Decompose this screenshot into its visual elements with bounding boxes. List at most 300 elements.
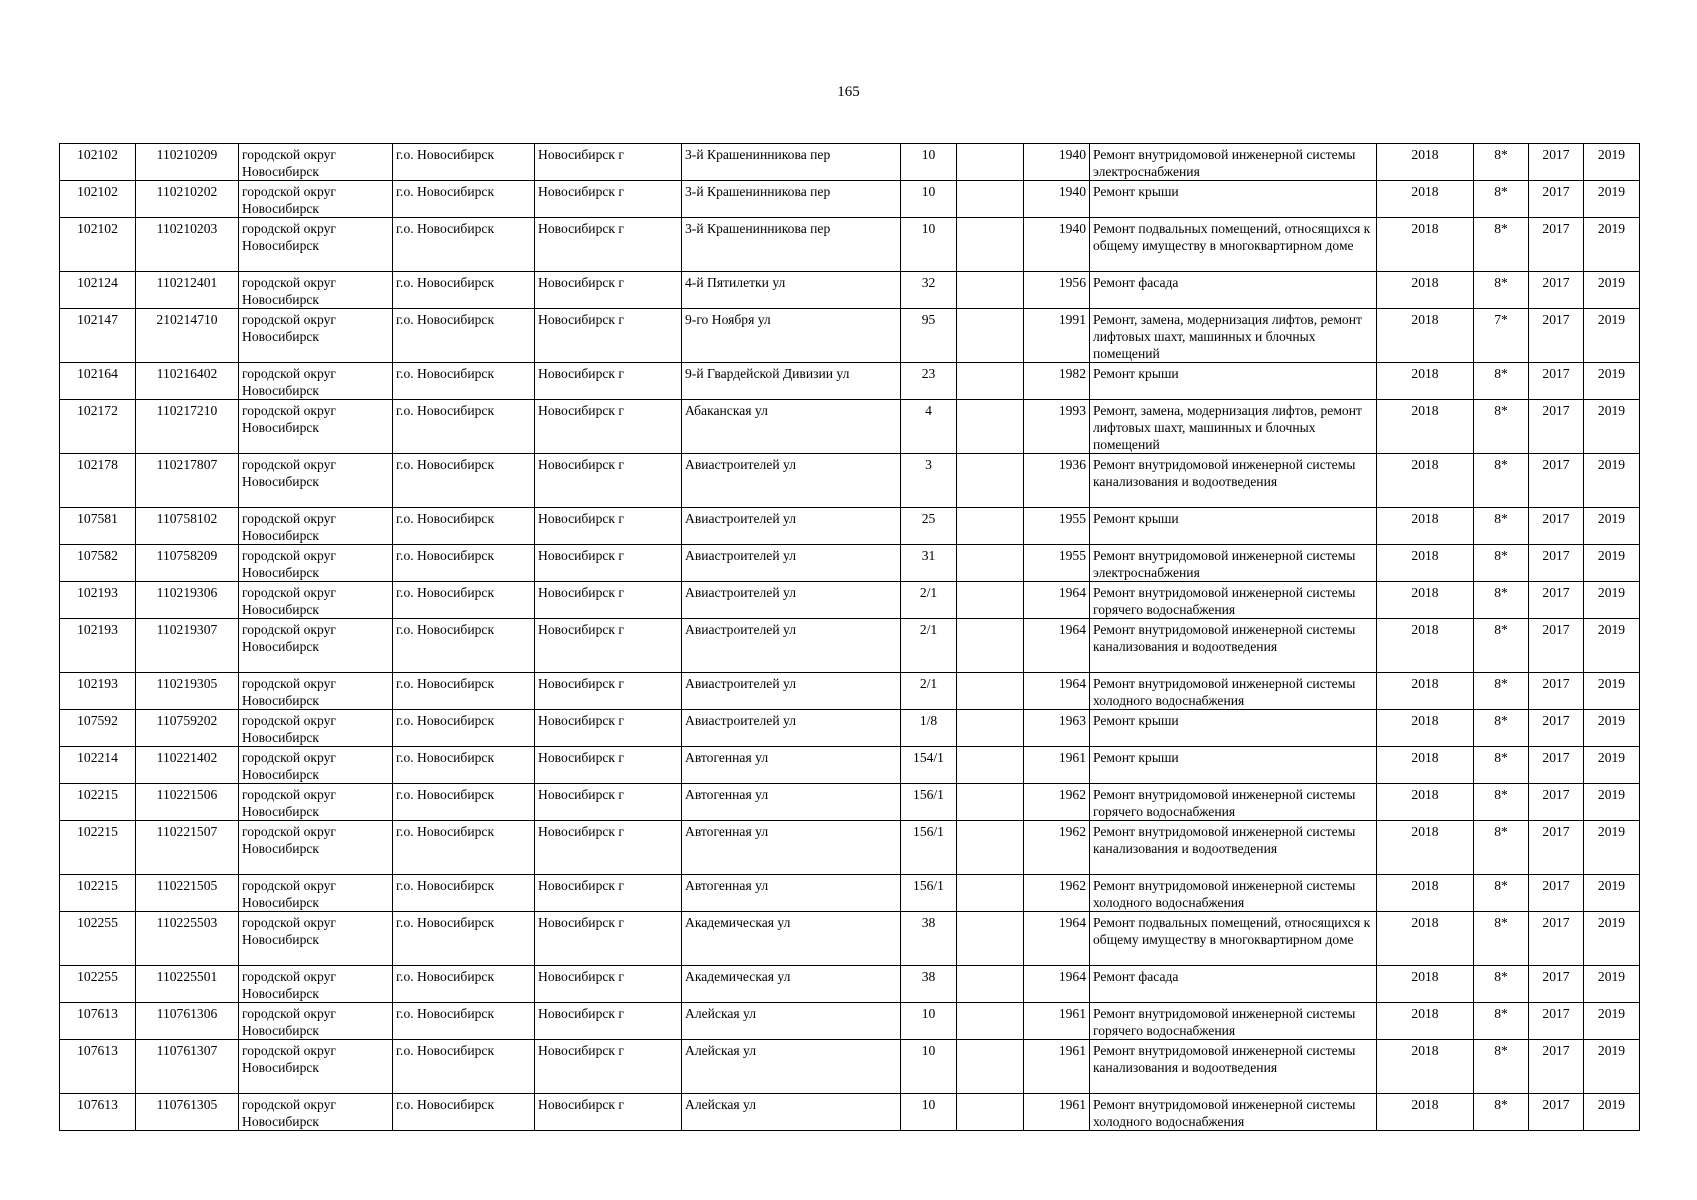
cell-locality: Новосибирск г xyxy=(535,272,682,309)
cell-term: 8* xyxy=(1474,875,1529,912)
cell-house: 25 xyxy=(901,508,957,545)
cell-district: г.о. Новосибирск xyxy=(393,875,535,912)
cell-district: г.о. Новосибирск xyxy=(393,1094,535,1131)
cell-work: Ремонт подвальных помещений, относящихся к общему имуществу в многоквартирном доме xyxy=(1090,912,1377,966)
table-row xyxy=(60,144,1640,181)
cell-id: 107592 xyxy=(60,710,136,747)
cell-house: 4 xyxy=(901,400,957,454)
cell-municipality: городской округ Новосибирск xyxy=(239,966,393,1003)
cell-year-to: 2019 xyxy=(1584,673,1640,710)
cell-year-built: 1955 xyxy=(1024,508,1090,545)
cell-code: 110212401 xyxy=(136,272,239,309)
cell-year-to: 2019 xyxy=(1584,508,1640,545)
table-row xyxy=(60,454,1640,508)
cell-building xyxy=(957,454,1024,508)
cell-municipality: городской округ Новосибирск xyxy=(239,309,393,363)
cell-id: 102215 xyxy=(60,875,136,912)
cell-municipality: городской округ Новосибирск xyxy=(239,673,393,710)
cell-term: 8* xyxy=(1474,912,1529,966)
cell-code: 110221505 xyxy=(136,875,239,912)
cell-house: 10 xyxy=(901,1003,957,1040)
cell-work: Ремонт крыши xyxy=(1090,508,1377,545)
cell-id: 102215 xyxy=(60,784,136,821)
cell-building xyxy=(957,582,1024,619)
cell-plan-year: 2018 xyxy=(1377,1094,1474,1131)
cell-year-to: 2019 xyxy=(1584,454,1640,508)
cell-house: 38 xyxy=(901,966,957,1003)
cell-building xyxy=(957,1040,1024,1094)
cell-year-to: 2019 xyxy=(1584,218,1640,272)
cell-year-from: 2017 xyxy=(1529,673,1584,710)
table-row xyxy=(60,508,1640,545)
cell-house: 32 xyxy=(901,272,957,309)
cell-year-to: 2019 xyxy=(1584,619,1640,673)
cell-street: Автогенная ул xyxy=(682,784,901,821)
cell-year-to: 2019 xyxy=(1584,1003,1640,1040)
cell-year-to: 2019 xyxy=(1584,363,1640,400)
cell-municipality: городской округ Новосибирск xyxy=(239,218,393,272)
register-rows xyxy=(60,144,1640,1131)
cell-municipality: городской округ Новосибирск xyxy=(239,710,393,747)
cell-term: 8* xyxy=(1474,1040,1529,1094)
cell-code: 110761306 xyxy=(136,1003,239,1040)
cell-work: Ремонт подвальных помещений, относящихся к общему имуществу в многоквартирном доме xyxy=(1090,218,1377,272)
cell-house: 10 xyxy=(901,218,957,272)
table-row xyxy=(60,582,1640,619)
cell-term: 7* xyxy=(1474,309,1529,363)
cell-street: Авиастроителей ул xyxy=(682,619,901,673)
cell-district: г.о. Новосибирск xyxy=(393,363,535,400)
cell-year-from: 2017 xyxy=(1529,309,1584,363)
cell-municipality: городской округ Новосибирск xyxy=(239,619,393,673)
cell-building xyxy=(957,1003,1024,1040)
cell-year-built: 1963 xyxy=(1024,710,1090,747)
cell-year-to: 2019 xyxy=(1584,784,1640,821)
cell-year-built: 1940 xyxy=(1024,181,1090,218)
cell-district: г.о. Новосибирск xyxy=(393,784,535,821)
cell-id: 102214 xyxy=(60,747,136,784)
cell-plan-year: 2018 xyxy=(1377,508,1474,545)
cell-id: 102193 xyxy=(60,619,136,673)
cell-year-from: 2017 xyxy=(1529,582,1584,619)
cell-building xyxy=(957,966,1024,1003)
cell-municipality: городской округ Новосибирск xyxy=(239,582,393,619)
cell-id: 102164 xyxy=(60,363,136,400)
cell-locality: Новосибирск г xyxy=(535,218,682,272)
cell-street: Академическая ул xyxy=(682,966,901,1003)
cell-year-built: 1964 xyxy=(1024,619,1090,673)
cell-building xyxy=(957,747,1024,784)
cell-year-from: 2017 xyxy=(1529,400,1584,454)
cell-term: 8* xyxy=(1474,784,1529,821)
cell-street: 3-й Крашенинникова пер xyxy=(682,144,901,181)
cell-year-from: 2017 xyxy=(1529,619,1584,673)
cell-year-from: 2017 xyxy=(1529,545,1584,582)
cell-term: 8* xyxy=(1474,673,1529,710)
cell-id: 102102 xyxy=(60,181,136,218)
cell-id: 107613 xyxy=(60,1040,136,1094)
cell-term: 8* xyxy=(1474,966,1529,1003)
cell-work: Ремонт внутридомовой инженерной системы горячего водоснабжения xyxy=(1090,1003,1377,1040)
cell-id: 102172 xyxy=(60,400,136,454)
cell-year-to: 2019 xyxy=(1584,181,1640,218)
cell-code: 110759202 xyxy=(136,710,239,747)
table-row xyxy=(60,784,1640,821)
cell-work: Ремонт крыши xyxy=(1090,710,1377,747)
cell-work: Ремонт, замена, модернизация лифтов, ремонт лифтовых шахт, машинных и блочных помещений xyxy=(1090,309,1377,363)
cell-year-from: 2017 xyxy=(1529,508,1584,545)
table-row xyxy=(60,218,1640,272)
cell-year-from: 2017 xyxy=(1529,875,1584,912)
cell-year-built: 1962 xyxy=(1024,821,1090,875)
cell-building xyxy=(957,875,1024,912)
cell-year-from: 2017 xyxy=(1529,784,1584,821)
cell-year-from: 2017 xyxy=(1529,454,1584,508)
cell-locality: Новосибирск г xyxy=(535,508,682,545)
cell-street: Автогенная ул xyxy=(682,821,901,875)
table-row xyxy=(60,619,1640,673)
cell-work: Ремонт внутридомовой инженерной системы канализования и водоотведения xyxy=(1090,454,1377,508)
cell-street: Алейская ул xyxy=(682,1040,901,1094)
cell-year-to: 2019 xyxy=(1584,582,1640,619)
cell-term: 8* xyxy=(1474,508,1529,545)
cell-district: г.о. Новосибирск xyxy=(393,181,535,218)
cell-district: г.о. Новосибирск xyxy=(393,218,535,272)
cell-term: 8* xyxy=(1474,454,1529,508)
table-row xyxy=(60,400,1640,454)
cell-plan-year: 2018 xyxy=(1377,912,1474,966)
cell-district: г.о. Новосибирск xyxy=(393,400,535,454)
cell-building xyxy=(957,673,1024,710)
cell-year-built: 1964 xyxy=(1024,966,1090,1003)
cell-municipality: городской округ Новосибирск xyxy=(239,400,393,454)
cell-year-built: 1961 xyxy=(1024,1094,1090,1131)
cell-plan-year: 2018 xyxy=(1377,1003,1474,1040)
cell-year-built: 1940 xyxy=(1024,218,1090,272)
cell-code: 110216402 xyxy=(136,363,239,400)
cell-year-to: 2019 xyxy=(1584,875,1640,912)
register-table xyxy=(59,143,1640,1131)
cell-term: 8* xyxy=(1474,545,1529,582)
cell-year-built: 1993 xyxy=(1024,400,1090,454)
cell-locality: Новосибирск г xyxy=(535,821,682,875)
cell-locality: Новосибирск г xyxy=(535,582,682,619)
cell-work: Ремонт внутридомовой инженерной системы электроснабжения xyxy=(1090,144,1377,181)
cell-year-from: 2017 xyxy=(1529,966,1584,1003)
cell-year-to: 2019 xyxy=(1584,272,1640,309)
cell-municipality: городской округ Новосибирск xyxy=(239,454,393,508)
cell-locality: Новосибирск г xyxy=(535,912,682,966)
cell-id: 107582 xyxy=(60,545,136,582)
cell-code: 110217210 xyxy=(136,400,239,454)
cell-work: Ремонт, замена, модернизация лифтов, ремонт лифтовых шахт, машинных и блочных помещений xyxy=(1090,400,1377,454)
cell-street: Авиастроителей ул xyxy=(682,545,901,582)
cell-locality: Новосибирск г xyxy=(535,144,682,181)
cell-district: г.о. Новосибирск xyxy=(393,545,535,582)
cell-work: Ремонт внутридомовой инженерной системы электроснабжения xyxy=(1090,545,1377,582)
cell-district: г.о. Новосибирск xyxy=(393,821,535,875)
cell-year-from: 2017 xyxy=(1529,1040,1584,1094)
cell-building xyxy=(957,309,1024,363)
cell-building xyxy=(957,400,1024,454)
table-row xyxy=(60,1003,1640,1040)
cell-id: 102215 xyxy=(60,821,136,875)
cell-house: 156/1 xyxy=(901,821,957,875)
cell-plan-year: 2018 xyxy=(1377,582,1474,619)
cell-term: 8* xyxy=(1474,218,1529,272)
cell-code: 110210202 xyxy=(136,181,239,218)
cell-plan-year: 2018 xyxy=(1377,966,1474,1003)
cell-work: Ремонт внутридомовой инженерной системы горячего водоснабжения xyxy=(1090,784,1377,821)
cell-year-to: 2019 xyxy=(1584,1094,1640,1131)
cell-year-from: 2017 xyxy=(1529,821,1584,875)
cell-id: 102147 xyxy=(60,309,136,363)
cell-work: Ремонт внутридомовой инженерной системы холодного водоснабжения xyxy=(1090,875,1377,912)
cell-term: 8* xyxy=(1474,181,1529,218)
cell-work: Ремонт внутридомовой инженерной системы холодного водоснабжения xyxy=(1090,1094,1377,1131)
cell-street: Авиастроителей ул xyxy=(682,508,901,545)
cell-work: Ремонт крыши xyxy=(1090,363,1377,400)
cell-id: 107581 xyxy=(60,508,136,545)
cell-street: Авиастроителей ул xyxy=(682,454,901,508)
cell-district: г.о. Новосибирск xyxy=(393,710,535,747)
cell-building xyxy=(957,218,1024,272)
cell-code: 110761307 xyxy=(136,1040,239,1094)
cell-municipality: городской округ Новосибирск xyxy=(239,875,393,912)
table-row xyxy=(60,1040,1640,1094)
cell-year-built: 1964 xyxy=(1024,582,1090,619)
cell-locality: Новосибирск г xyxy=(535,619,682,673)
cell-term: 8* xyxy=(1474,400,1529,454)
cell-building xyxy=(957,1094,1024,1131)
cell-year-built: 1964 xyxy=(1024,912,1090,966)
cell-building xyxy=(957,784,1024,821)
cell-plan-year: 2018 xyxy=(1377,309,1474,363)
cell-locality: Новосибирск г xyxy=(535,1003,682,1040)
cell-work: Ремонт внутридомовой инженерной системы канализования и водоотведения xyxy=(1090,821,1377,875)
cell-year-to: 2019 xyxy=(1584,545,1640,582)
cell-work: Ремонт фасада xyxy=(1090,966,1377,1003)
cell-house: 31 xyxy=(901,545,957,582)
cell-locality: Новосибирск г xyxy=(535,747,682,784)
cell-municipality: городской округ Новосибирск xyxy=(239,784,393,821)
cell-municipality: городской округ Новосибирск xyxy=(239,747,393,784)
cell-term: 8* xyxy=(1474,272,1529,309)
cell-district: г.о. Новосибирск xyxy=(393,1040,535,1094)
cell-locality: Новосибирск г xyxy=(535,784,682,821)
cell-street: Абаканская ул xyxy=(682,400,901,454)
cell-code: 110221506 xyxy=(136,784,239,821)
table-row xyxy=(60,545,1640,582)
cell-house: 154/1 xyxy=(901,747,957,784)
cell-municipality: городской округ Новосибирск xyxy=(239,181,393,218)
table-row xyxy=(60,272,1640,309)
cell-id: 107613 xyxy=(60,1003,136,1040)
cell-year-from: 2017 xyxy=(1529,747,1584,784)
cell-term: 8* xyxy=(1474,363,1529,400)
cell-year-built: 1961 xyxy=(1024,1040,1090,1094)
cell-house: 156/1 xyxy=(901,875,957,912)
cell-id: 102193 xyxy=(60,582,136,619)
cell-code: 110761305 xyxy=(136,1094,239,1131)
cell-code: 110219307 xyxy=(136,619,239,673)
cell-locality: Новосибирск г xyxy=(535,181,682,218)
cell-municipality: городской округ Новосибирск xyxy=(239,363,393,400)
cell-house: 38 xyxy=(901,912,957,966)
cell-id: 102178 xyxy=(60,454,136,508)
cell-house: 156/1 xyxy=(901,784,957,821)
cell-locality: Новосибирск г xyxy=(535,363,682,400)
cell-locality: Новосибирск г xyxy=(535,309,682,363)
cell-work: Ремонт внутридомовой инженерной системы канализования и водоотведения xyxy=(1090,1040,1377,1094)
cell-id: 102255 xyxy=(60,966,136,1003)
cell-municipality: городской округ Новосибирск xyxy=(239,545,393,582)
cell-year-to: 2019 xyxy=(1584,966,1640,1003)
cell-street: Авиастроителей ул xyxy=(682,710,901,747)
cell-term: 8* xyxy=(1474,747,1529,784)
table-row xyxy=(60,181,1640,218)
cell-id: 107613 xyxy=(60,1094,136,1131)
cell-building xyxy=(957,363,1024,400)
cell-code: 110217807 xyxy=(136,454,239,508)
cell-building xyxy=(957,508,1024,545)
table-row xyxy=(60,747,1640,784)
cell-term: 8* xyxy=(1474,582,1529,619)
cell-plan-year: 2018 xyxy=(1377,1040,1474,1094)
page-number: 165 xyxy=(837,84,860,100)
cell-street: Академическая ул xyxy=(682,912,901,966)
cell-building xyxy=(957,821,1024,875)
cell-code: 110758209 xyxy=(136,545,239,582)
cell-building xyxy=(957,545,1024,582)
cell-house: 95 xyxy=(901,309,957,363)
cell-street: Автогенная ул xyxy=(682,747,901,784)
cell-year-to: 2019 xyxy=(1584,400,1640,454)
cell-house: 10 xyxy=(901,1094,957,1131)
cell-code: 110210203 xyxy=(136,218,239,272)
cell-code: 110221402 xyxy=(136,747,239,784)
cell-id: 102102 xyxy=(60,144,136,181)
cell-code: 110210209 xyxy=(136,144,239,181)
cell-street: 9-го Ноября ул xyxy=(682,309,901,363)
cell-work: Ремонт внутридомовой инженерной системы горячего водоснабжения xyxy=(1090,582,1377,619)
cell-locality: Новосибирск г xyxy=(535,710,682,747)
cell-plan-year: 2018 xyxy=(1377,545,1474,582)
cell-house: 1/8 xyxy=(901,710,957,747)
cell-building xyxy=(957,619,1024,673)
cell-municipality: городской округ Новосибирск xyxy=(239,144,393,181)
cell-district: г.о. Новосибирск xyxy=(393,912,535,966)
cell-year-to: 2019 xyxy=(1584,1040,1640,1094)
cell-house: 23 xyxy=(901,363,957,400)
cell-year-from: 2017 xyxy=(1529,912,1584,966)
cell-street: Автогенная ул xyxy=(682,875,901,912)
cell-locality: Новосибирск г xyxy=(535,1094,682,1131)
cell-locality: Новосибирск г xyxy=(535,545,682,582)
cell-district: г.о. Новосибирск xyxy=(393,582,535,619)
cell-municipality: городской округ Новосибирск xyxy=(239,821,393,875)
table-row xyxy=(60,363,1640,400)
cell-term: 8* xyxy=(1474,821,1529,875)
table-row xyxy=(60,673,1640,710)
cell-work: Ремонт крыши xyxy=(1090,747,1377,784)
cell-code: 210214710 xyxy=(136,309,239,363)
table-row xyxy=(60,821,1640,875)
cell-year-from: 2017 xyxy=(1529,218,1584,272)
cell-code: 110219306 xyxy=(136,582,239,619)
cell-year-from: 2017 xyxy=(1529,1003,1584,1040)
cell-building xyxy=(957,912,1024,966)
cell-house: 10 xyxy=(901,1040,957,1094)
table-row xyxy=(60,1094,1640,1131)
cell-locality: Новосибирск г xyxy=(535,673,682,710)
cell-district: г.о. Новосибирск xyxy=(393,454,535,508)
cell-year-built: 1962 xyxy=(1024,875,1090,912)
cell-plan-year: 2018 xyxy=(1377,181,1474,218)
cell-locality: Новосибирск г xyxy=(535,875,682,912)
cell-building xyxy=(957,272,1024,309)
cell-plan-year: 2018 xyxy=(1377,784,1474,821)
cell-year-built: 1956 xyxy=(1024,272,1090,309)
cell-street: Авиастроителей ул xyxy=(682,582,901,619)
cell-municipality: городской округ Новосибирск xyxy=(239,912,393,966)
cell-plan-year: 2018 xyxy=(1377,747,1474,784)
cell-term: 8* xyxy=(1474,619,1529,673)
cell-year-built: 1982 xyxy=(1024,363,1090,400)
cell-street: 3-й Крашенинникова пер xyxy=(682,181,901,218)
cell-plan-year: 2018 xyxy=(1377,218,1474,272)
cell-id: 102193 xyxy=(60,673,136,710)
cell-id: 102124 xyxy=(60,272,136,309)
cell-work: Ремонт фасада xyxy=(1090,272,1377,309)
cell-plan-year: 2018 xyxy=(1377,272,1474,309)
cell-plan-year: 2018 xyxy=(1377,710,1474,747)
cell-year-built: 1961 xyxy=(1024,747,1090,784)
cell-locality: Новосибирск г xyxy=(535,400,682,454)
cell-house: 3 xyxy=(901,454,957,508)
cell-locality: Новосибирск г xyxy=(535,454,682,508)
cell-work: Ремонт внутридомовой инженерной системы холодного водоснабжения xyxy=(1090,673,1377,710)
cell-year-built: 1961 xyxy=(1024,1003,1090,1040)
cell-house: 2/1 xyxy=(901,582,957,619)
cell-year-from: 2017 xyxy=(1529,1094,1584,1131)
cell-year-from: 2017 xyxy=(1529,363,1584,400)
cell-district: г.о. Новосибирск xyxy=(393,144,535,181)
cell-term: 8* xyxy=(1474,144,1529,181)
cell-street: 9-й Гвардейской Дивизии ул xyxy=(682,363,901,400)
cell-district: г.о. Новосибирск xyxy=(393,966,535,1003)
cell-plan-year: 2018 xyxy=(1377,875,1474,912)
cell-year-to: 2019 xyxy=(1584,912,1640,966)
cell-district: г.о. Новосибирск xyxy=(393,309,535,363)
cell-municipality: городской округ Новосибирск xyxy=(239,1003,393,1040)
cell-district: г.о. Новосибирск xyxy=(393,272,535,309)
cell-id: 102255 xyxy=(60,912,136,966)
cell-term: 8* xyxy=(1474,710,1529,747)
cell-term: 8* xyxy=(1474,1003,1529,1040)
cell-id: 102102 xyxy=(60,218,136,272)
cell-code: 110219305 xyxy=(136,673,239,710)
cell-locality: Новосибирск г xyxy=(535,966,682,1003)
cell-code: 110758102 xyxy=(136,508,239,545)
cell-district: г.о. Новосибирск xyxy=(393,747,535,784)
cell-plan-year: 2018 xyxy=(1377,144,1474,181)
cell-building xyxy=(957,144,1024,181)
cell-house: 10 xyxy=(901,144,957,181)
cell-house: 2/1 xyxy=(901,673,957,710)
cell-year-from: 2017 xyxy=(1529,144,1584,181)
cell-street: Алейская ул xyxy=(682,1094,901,1131)
